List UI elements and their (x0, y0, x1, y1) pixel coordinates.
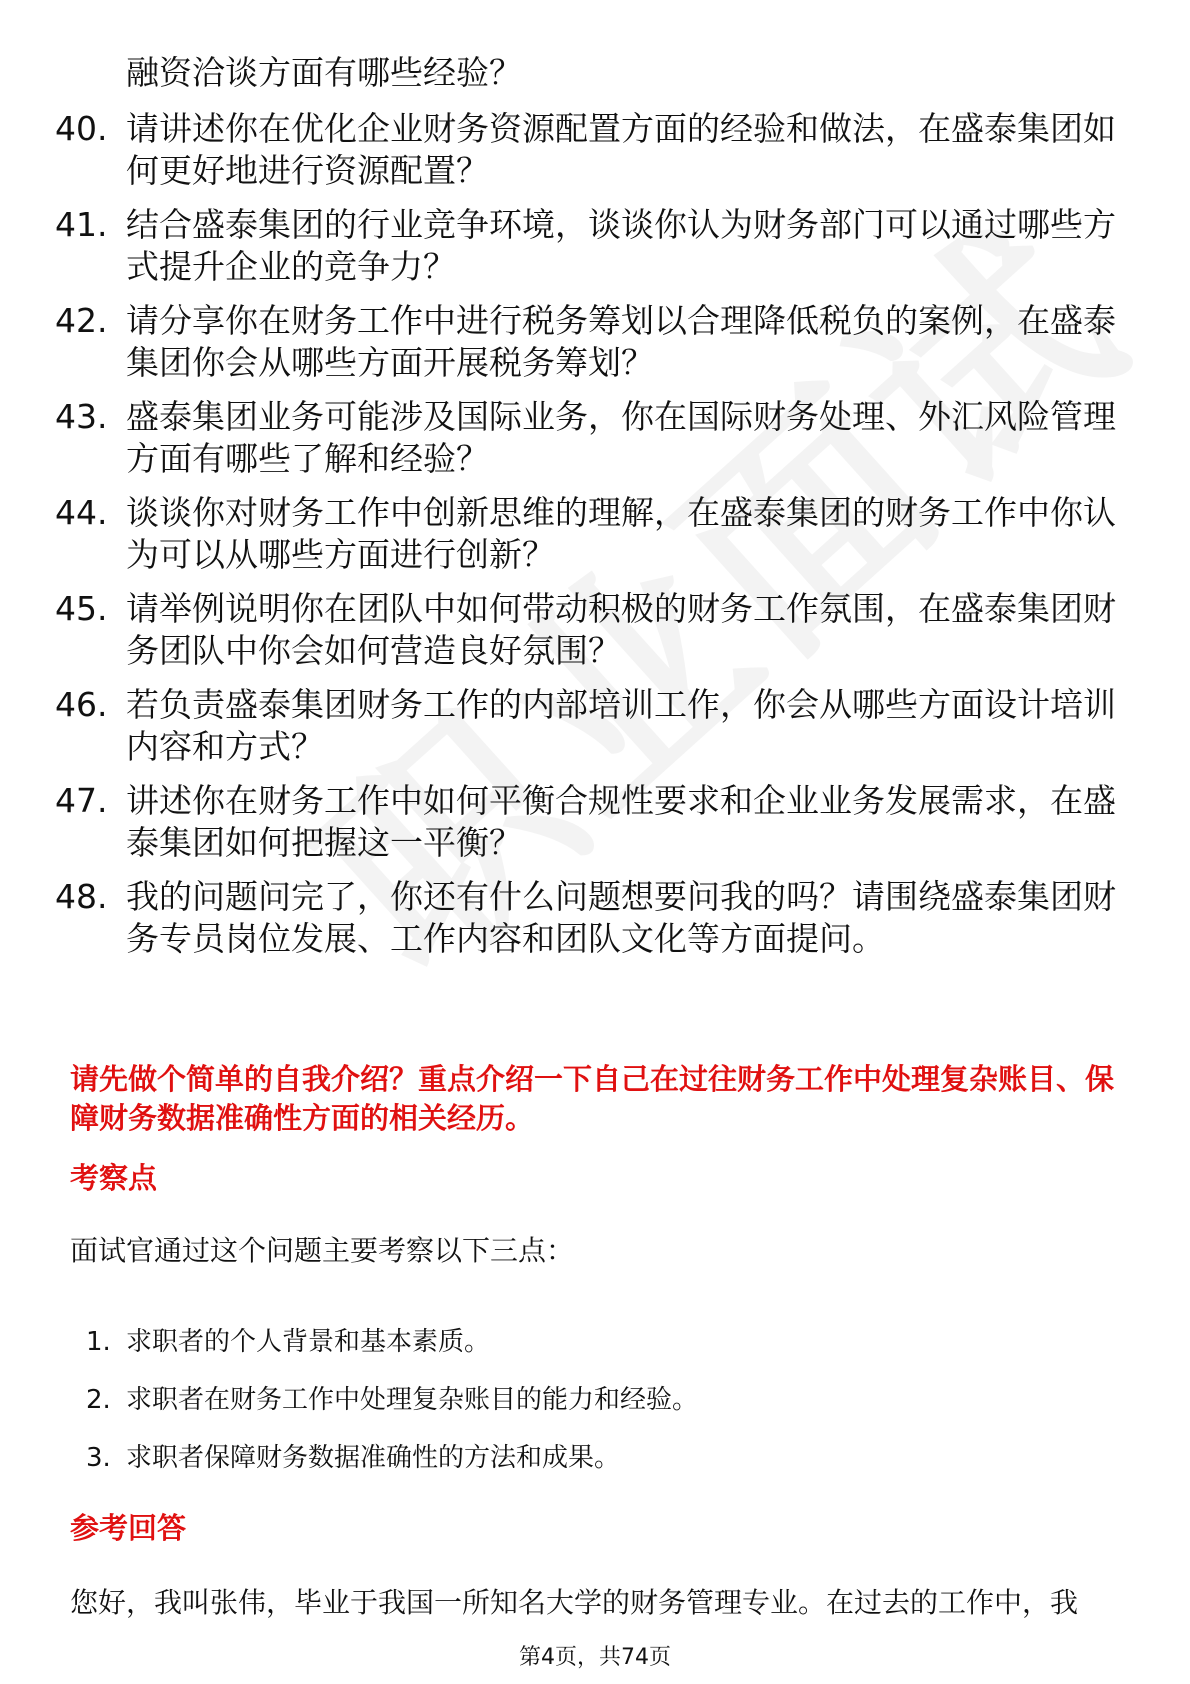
question-text: 我的问题问完了，你还有什么问题想要问我的吗？请围绕盛泰集团财务专员岗位发展、工作内容和团队文化等方面提问。 (126, 877, 1116, 958)
question-text: 请分享你在财务工作中进行税务筹划以合理降低税负的案例，在盛泰集团你会从哪些方面开展税务筹划？ (126, 301, 1116, 382)
question-text: 若负责盛泰集团财务工作的内部培训工作，你会从哪些方面设计培训内容和方式？ (126, 685, 1116, 766)
question-text: 请讲述你在优化企业财务资源配置方面的经验和做法，在盛泰集团如何更好地进行资源配置？ (126, 109, 1116, 190)
question-text: 盛泰集团业务可能涉及国际业务，你在国际财务处理、外汇风险管理方面有哪些了解和经验？ (126, 397, 1116, 478)
question-number: 45. (55, 589, 108, 628)
question-text: 讲述你在财务工作中如何平衡合规性要求和企业业务发展需求，在盛泰集团如何把握这一平衡？ (126, 781, 1116, 862)
page-footer: 第4页，共74页 (519, 1645, 671, 1670)
question-number: 42. (55, 301, 108, 340)
question-text: 结合盛泰集团的行业竞争环境，谈谈你认为财务部门可以通过哪些方式提升企业的竞争力？ (126, 205, 1116, 286)
focus-intro: 面试官通过这个问题主要考察以下三点： (70, 1234, 575, 1267)
section-answer-title: 参考回答 (70, 1511, 187, 1545)
question-number: 40. (55, 109, 108, 148)
question-number: 47. (55, 781, 108, 820)
question-number: 43. (55, 397, 108, 436)
highlight-question: 请先做个简单的自我介绍？重点介绍一下自己在过往财务工作中处理复杂账目、保障财务数据准确性方面的相关经历。 (70, 1062, 1115, 1135)
section-focus-title: 考察点 (70, 1161, 158, 1195)
focus-point-number: 3. (86, 1443, 111, 1473)
answer-text: 您好，我叫张伟，毕业于我国一所知名大学的财务管理专业。在过去的工作中，我 (70, 1586, 1079, 1619)
question-number: 46. (55, 685, 108, 724)
question-text: 谈谈你对财务工作中创新思维的理解，在盛泰集团的财务工作中你认为可以从哪些方面进行创新？ (126, 493, 1116, 574)
question-text: 请举例说明你在团队中如何带动积极的财务工作氛围，在盛泰集团财务团队中你会如何营造良好氛围？ (126, 589, 1116, 670)
focus-point-text: 求职者在财务工作中处理复杂账目的能力和经验。 (126, 1385, 699, 1415)
question-number: 44. (55, 493, 108, 532)
question-number: 48. (55, 877, 108, 916)
question-continuation: 融资洽谈方面有哪些经验？ (126, 53, 522, 92)
focus-point-number: 1. (86, 1327, 111, 1357)
question-number: 41. (55, 205, 108, 244)
focus-point-text: 求职者保障财务数据准确性的方法和成果。 (126, 1443, 621, 1473)
focus-point-number: 2. (86, 1385, 111, 1415)
focus-point-text: 求职者的个人背景和基本素质。 (126, 1327, 491, 1357)
